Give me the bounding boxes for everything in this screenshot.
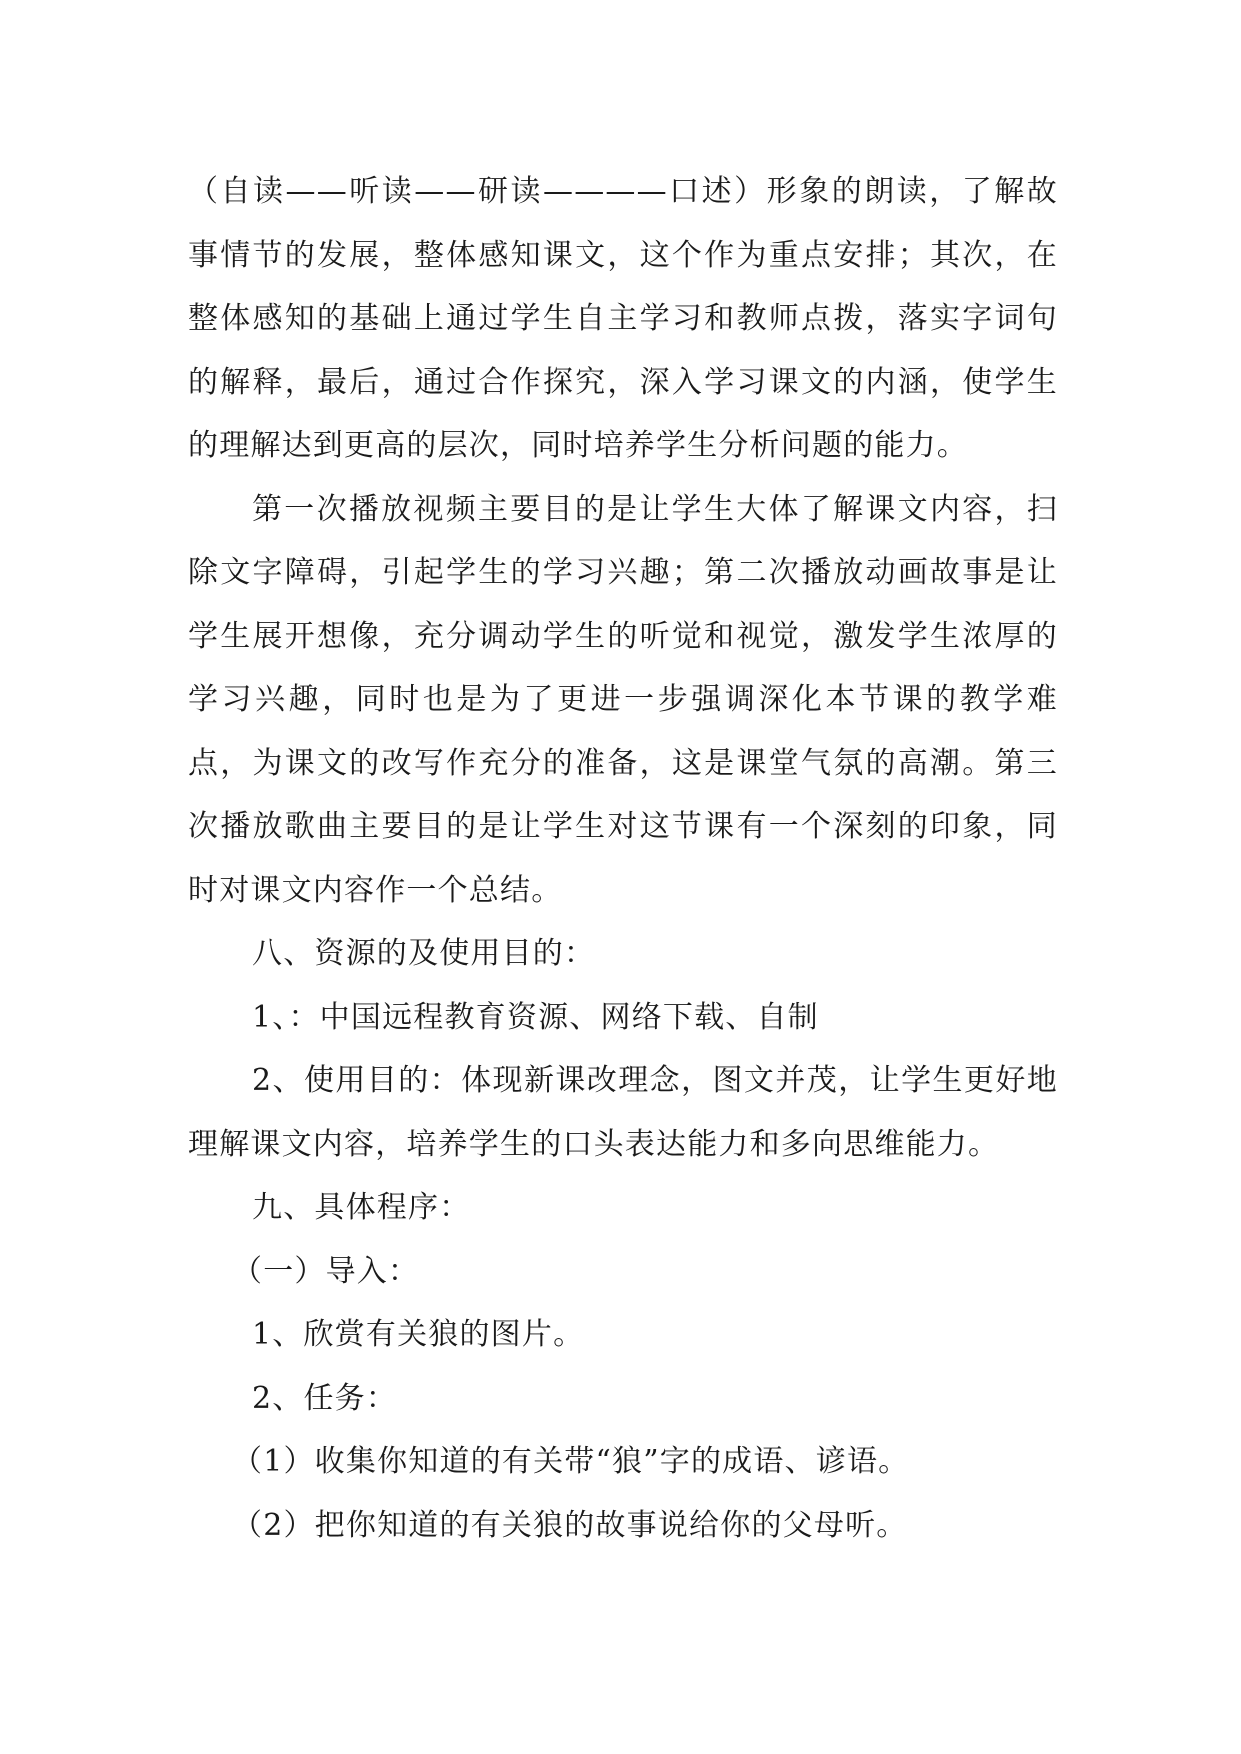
paragraph-reading-method: （自读——听读——研读————口述）形象的朗读，了解故事情节的发展，整体感知课文，这个作为重点安排；其次，在整体感知的基础上通过学生自主学习和教师点拨，落实字词句的解释，最后，通过合作探究，深入学习课文的内涵，使学生的理解达到更高的层次，同时培养学生分析问题的能力。 <box>188 174 1058 463</box>
subsection-heading-introduction: （一）导入： <box>232 1253 420 1289</box>
document-body <box>188 160 1058 1557</box>
list-item-appreciate-pictures: 1、欣赏有关狼的图片。 <box>252 1317 585 1352</box>
list-item-tasks: 2、任务： <box>252 1380 398 1416</box>
paragraph-resource-sources: 1、：中国远程教育资源、网络下载、自制 <box>252 999 819 1035</box>
section-heading-resources: 八、资源的及使用目的： <box>252 936 596 971</box>
paragraph-usage-purpose: 2、使用目的：体现新课改理念，图文并茂，让学生更好地理解课文内容，培养学生的口头表达能力和多向思维能力。 <box>188 1063 1058 1162</box>
task-item-collect-idioms: （1）收集你知道的有关带“狼”字的成语、谚语。 <box>232 1444 910 1479</box>
task-item-tell-story: （2）把你知道的有关狼的故事说给你的父母听。 <box>232 1507 908 1543</box>
section-heading-procedure: 九、具体程序： <box>252 1190 471 1225</box>
paragraph-video-purpose: 第一次播放视频主要目的是让学生大体了解课文内容，扫除文字障碍，引起学生的学习兴趣；第二次播放动画故事是让学生展开想像，充分调动学生的听觉和视觉，激发学生浓厚的学习兴趣，同时也是为了更进一步强调深化本节课的教学难点，为课文的改写作充分的准备，这是课堂气氛的高潮。第三次播放歌曲主要目的是让学生对这节课有一个深刻的印象，同时对课文内容作一个总结。 <box>188 491 1058 908</box>
